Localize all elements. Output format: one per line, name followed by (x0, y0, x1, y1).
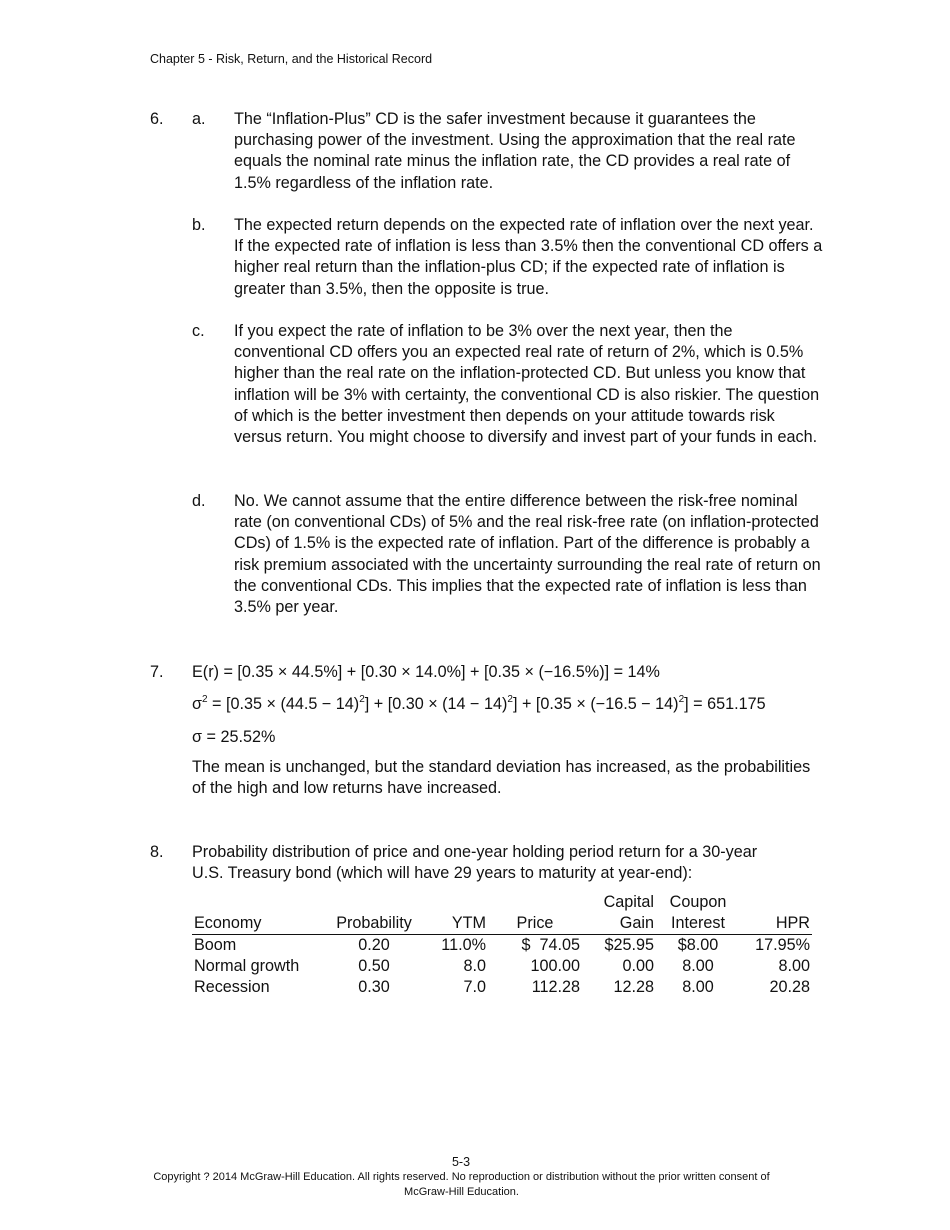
question-6d-letter: d. (192, 492, 206, 510)
table-row (192, 935, 812, 957)
question-7-number: 7. (150, 663, 164, 681)
price-cell: $ 74.05 (521, 936, 580, 954)
header-hpr: HPR (740, 913, 812, 935)
header-economy: Economy (192, 913, 326, 935)
header-top-cell (488, 892, 582, 913)
ytm-cell: 8.0 (463, 957, 486, 975)
coupon-cell: $8.00 (677, 936, 719, 954)
hpr-cell: 17.95% (755, 936, 810, 954)
price-cell: 100.00 (530, 957, 580, 975)
probability-cell: 0.50 (358, 957, 390, 975)
header-top-cell (422, 892, 488, 913)
question-6-number: 6. (150, 110, 164, 128)
capital-gain-cell: 12.28 (613, 978, 654, 996)
page-number: 5-3 (451, 1155, 471, 1169)
question-8-intro: Probability distribution of price and one-year holding period return for a 30-year U.S. Treasury bond (which will have 29 years to maturity at year-end): (192, 843, 758, 883)
header-top-cell (740, 892, 812, 913)
question-6a-letter: a. (192, 110, 206, 128)
capital-gain-cell: $25.95 (604, 936, 654, 954)
header-top-cell: Coupon (669, 893, 727, 911)
header-price: Price (488, 913, 582, 935)
header-ytm: YTM (422, 913, 488, 935)
capital-gain-cell: 0.00 (622, 957, 654, 975)
header-coupon-interest: Interest (656, 913, 740, 935)
coupon-cell: 8.00 (682, 978, 714, 996)
question-6b-answer: The expected return depends on the expected rate of inflation over the next year. If the expected rate of inflation is less than 3.5% then the conventional CD offers a higher real return than the inflation-plus CD; if the expected rate of inflation is greater than 3.5%, then the opposite is true. (234, 216, 823, 298)
question-8-number: 8. (150, 843, 164, 861)
running-header: Chapter 5 - Risk, Return, and the Historical Record (150, 52, 433, 66)
coupon-cell: 8.00 (682, 957, 714, 975)
ytm-cell: 11.0% (441, 936, 486, 954)
economy-cell: Normal growth (194, 957, 300, 975)
question-6d-answer: No. We cannot assume that the entire difference between the risk-free nominal rate (on conventional CDs) of 5% and the real risk-free rate (on inflation-protected CDs) of 1.5% is the expected rate of inflation. Part of the difference is probably a risk premium associated with the uncertainty surrounding the real rate of return on the conventional CDs. This implies that the expected rate of inflation is less than 3.5% per year. (234, 492, 821, 617)
expected-return-equation: E(r) = [0.35 × 44.5%] + [0.30 × 14.0%] + [0.35 × (−16.5%)] = 14% (192, 663, 660, 681)
probability-cell: 0.20 (358, 936, 390, 954)
table-row (192, 956, 812, 977)
header-capital-gain: Gain (582, 913, 656, 935)
bond-distribution-table (192, 892, 812, 998)
header-probability: Probability (326, 913, 422, 935)
question-6a-answer: The “Inflation-Plus” CD is the safer investment because it guarantees the purchasing power of the investment. Using the approximation that the real rate equals the nominal rate minus the inflation rate, the CD provides a real rate of 1.5% regardless of the inflation rate. (234, 110, 796, 192)
question-6b-letter: b. (192, 216, 206, 234)
question-6c-letter: c. (192, 322, 205, 340)
question-6c-answer: If you expect the rate of inflation to be 3% over the next year, then the conventional CD offers you an expected real rate of return of 2%, which is 0.5% higher than the real rate on the inflation-protected CD. But unless you know that inflation will be 3% with certainty, the conventional CD is also riskier. The question of which is the better investment then depends on your attitude towards risk versus return. You might choose to diversify and invest part of your funds in each. (234, 322, 820, 447)
header-top-cell: Capital (603, 893, 654, 911)
ytm-cell: 7.0 (463, 978, 486, 996)
header-top-cell (326, 892, 422, 913)
hpr-cell: 20.28 (769, 978, 810, 996)
question-7-conclusion: The mean is unchanged, but the standard deviation has increased, as the probabilities of the high and low returns have increased. (192, 758, 811, 798)
header-top-cell (192, 892, 326, 913)
probability-cell: 0.30 (358, 978, 390, 996)
variance-equation: $\sigma^2 = [0.35 \times (44.5 - 14)^2] + [0.30 \times (14 - 14)^2] + [0.35 \times (-16.5 - 14)^2] = 651.175$ (192, 694, 766, 713)
economy-cell: Boom (194, 936, 237, 954)
table-header-row-top (192, 892, 812, 913)
price-cell: 112.28 (531, 978, 580, 996)
copyright-notice: Copyright ? 2014 McGraw-Hill Education. All rights reserved. No reproduction or distribution without the prior written consent of McGraw-Hill Education. (153, 1171, 770, 1198)
economy-cell: Recession (194, 978, 270, 996)
table-header-row (192, 913, 812, 935)
table-row (192, 977, 812, 998)
hpr-cell: 8.00 (778, 957, 810, 975)
standard-deviation-result: σ = 25.52% (192, 728, 276, 746)
